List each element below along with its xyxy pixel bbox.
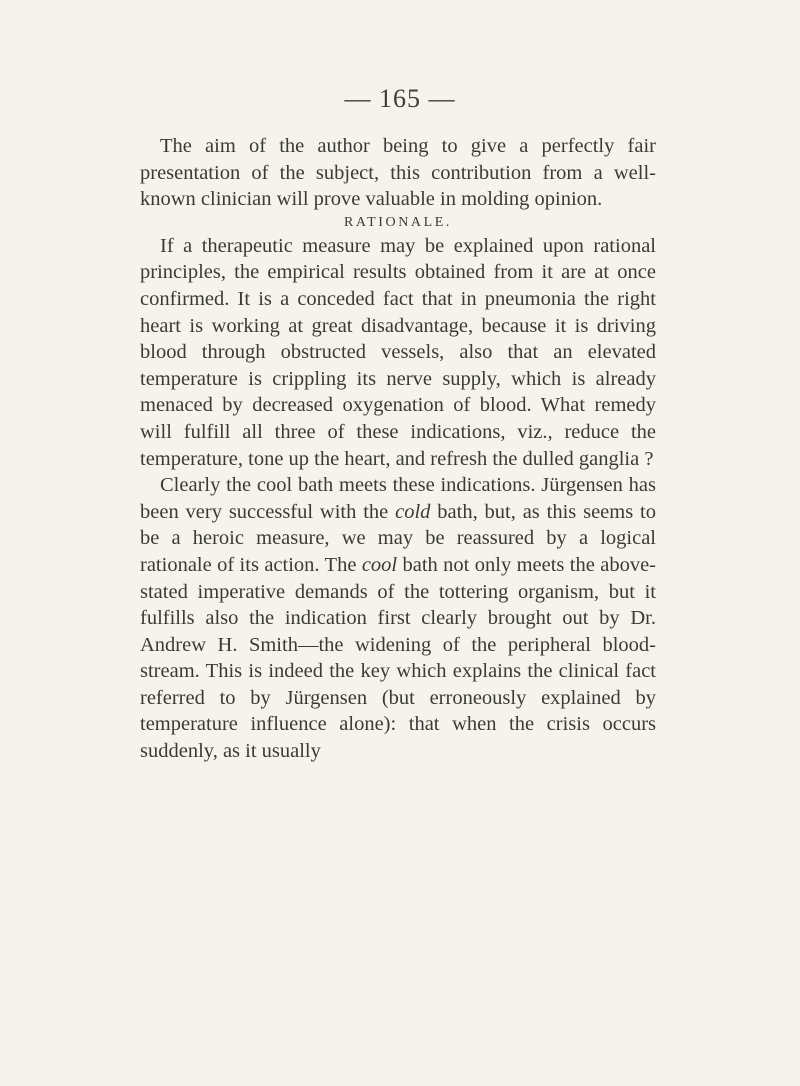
paragraph-2-part-1: Clearly the cool bath meets these indications. Jürgensen has been very successful with the — [140, 474, 656, 523]
page-number: — 165 — — [344, 84, 456, 113]
paragraph-rationale-1: If a therapeutic measure may be explained upon rational principles, the empirical results obtained from it are at once confirmed. It is a conceded fact that in pneumonia the right heart is working at great disadvantage, because it is driving blood through obstructed vessels, also that an elevated temperature is crippling its nerve supply, which is already menaced by decreased oxygenation of blood. What remedy will fulfill all three of these indications, viz., reduce the temperature, tone up the heart, and refresh the dulled ganglia ? — [140, 234, 656, 470]
paragraph-2-part-3: bath not only meets the above-stated imperative demands of the tottering organism, but it fulfills also the indication first clearly brought out by Dr. Andrew H. Smith—the widening of the peripheral blood-stream. This is indeed the key which explains the clinical fact referred to by Jürgensen (but erroneously explained by temperature influence alone): that when the crisis occurs suddenly, as it usually — [140, 553, 656, 763]
section-heading: RATIONALE. — [343, 214, 453, 230]
intro-paragraph: The aim of the author being to give a perfectly fair presentation of the subject, this contribution from a well-known clinician will prove valuable in molding opinion. — [140, 135, 656, 211]
body-text — [140, 133, 656, 765]
paragraph-rationale-2 — [140, 472, 656, 765]
paragraph-2-part-2: bath, but, as this seems to be a heroic measure, we may be reassured by a logical rationale of its action. The — [140, 500, 656, 576]
emphasis-cold: cold — [395, 500, 431, 523]
emphasis-cool: cool — [361, 553, 398, 576]
